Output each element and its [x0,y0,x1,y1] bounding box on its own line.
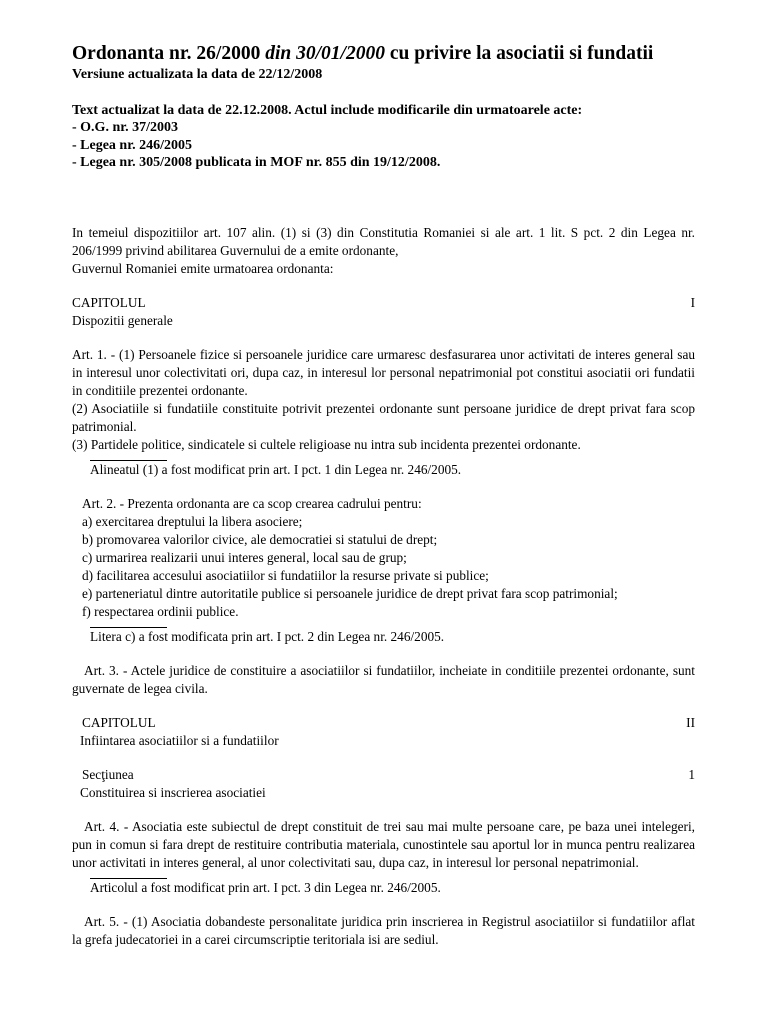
document-page [72,42,695,949]
article-paragraph: Art. 1. - (1) Persoanele fizice si persoanele juridice care urmaresc desfasurarea unor activitati de interes general sau in interesul unor colectivitati ori, dupa caz, in interesul lor personal nepatrimonial pot constitui asociatii ori fundatii in conditiile prezentei ordonante. [72,346,695,398]
updates-item: - Legea nr. 246/2005 [72,137,193,153]
section-title: Constituirea si inscrierea asociatiei [80,784,266,800]
section-label: Secţiunea [82,766,134,782]
amendment-note: Litera c) a fost modificata prin art. I pct. 2 din Legea nr. 246/2005. [90,628,445,644]
article-paragraph: Art. 5. - (1) Asociatia dobandeste personalitate juridica prin inscrierea in Registrul asociatiilor si fundatiilor aflat la grefa judecatoriei in a carei circumscriptie teritoriala isi are sediul. [72,913,695,947]
list-item: e) parteneriatul dintre autoritatile publice si persoanele juridice de drept privat fara scop patrimonial; [82,585,618,601]
document-title [72,42,695,66]
amendment-note: Alineatul (1) a fost modificat prin art. I pct. 1 din Legea nr. 246/2005. [90,461,462,477]
article-paragraph: Art. 2. - Prezenta ordonanta are ca scop crearea cadrului pentru: [82,495,422,511]
chapter-number: I [690,294,695,310]
list-item: f) respectarea ordinii publice. [82,603,239,619]
version-line: Versiune actualizata la data de 22/12/2008 [72,67,323,82]
list-item: d) facilitarea accesului asociatiilor si fundatiilor la resurse private si publice; [82,567,489,583]
article-paragraph: (2) Asociatiile si fundatiile constituite potrivit prezentei ordonante sunt persoane juridice de drept privat fara scop patrimonial. [72,400,695,434]
title-main: Ordonanta nr. 26/2000 [72,43,266,64]
article-paragraph: Art. 4. - Asociatia este subiectul de drept constituit de trei sau mai multe persoane care, pe baza unei intelegeri, pun in comun si fara drept de restituire contributia materiala, cunostintele sau aportul lor in munca pentru realizarea unor activitati in interes general, al unor colectivitati sau, dupa caz, in interesul lor personal nepatrimonial. [72,818,695,870]
chapter-title: Dispozitii generale [72,312,173,328]
title-subject: cu privire la asociatii si fundatii [384,43,654,64]
chapter-label: CAPITOLUL [82,714,156,730]
article-paragraph: (3) Partidele politice, sindicatele si cultele religioase nu intra sub incidenta prezentei ordonante. [72,436,581,452]
list-item: a) exercitarea dreptului la libera asociere; [82,513,303,529]
chapter-heading [72,714,695,732]
preamble-text: In temeiul dispozitiilor art. 107 alin. (1) si (3) din Constitutia Romaniei si ale art. 1 lit. S pct. 2 din Legea nr. 206/1999 privind abilitarea Guvernului de a emite ordonante, [72,224,695,258]
amendment-note: Articolul a fost modificat prin art. I pct. 3 din Legea nr. 246/2005. [90,879,441,895]
chapter-label: CAPITOLUL [72,294,146,310]
chapter-heading [72,294,695,312]
updates-intro: Text actualizat la data de 22.12.2008. Actul include modificarile din urmatoarele acte: [72,102,583,118]
list-item: c) urmarirea realizarii unui interes general, local sau de grup; [82,549,407,565]
updates-item: - O.G. nr. 37/2003 [72,120,179,135]
list-item: b) promovarea valorilor civice, ale democratiei si statului de drept; [82,531,438,547]
updates-item: - Legea nr. 305/2008 publicata in MOF nr. 855 din 19/12/2008. [72,155,441,170]
chapter-number: II [686,714,695,730]
article-paragraph: Art. 3. - Actele juridice de constituire a asociatiilor si fundatiilor, incheiate in conditiile prezentei ordonante, sunt guvernate de legea civila. [72,662,695,696]
title-date: din 30/01/2000 [265,43,385,64]
chapter-title: Infiintarea asociatiilor si a fundatiilor [80,732,279,748]
section-heading [72,766,695,784]
preamble-text: Guvernul Romaniei emite urmatoarea ordonanta: [72,260,334,276]
section-number: 1 [688,766,695,782]
